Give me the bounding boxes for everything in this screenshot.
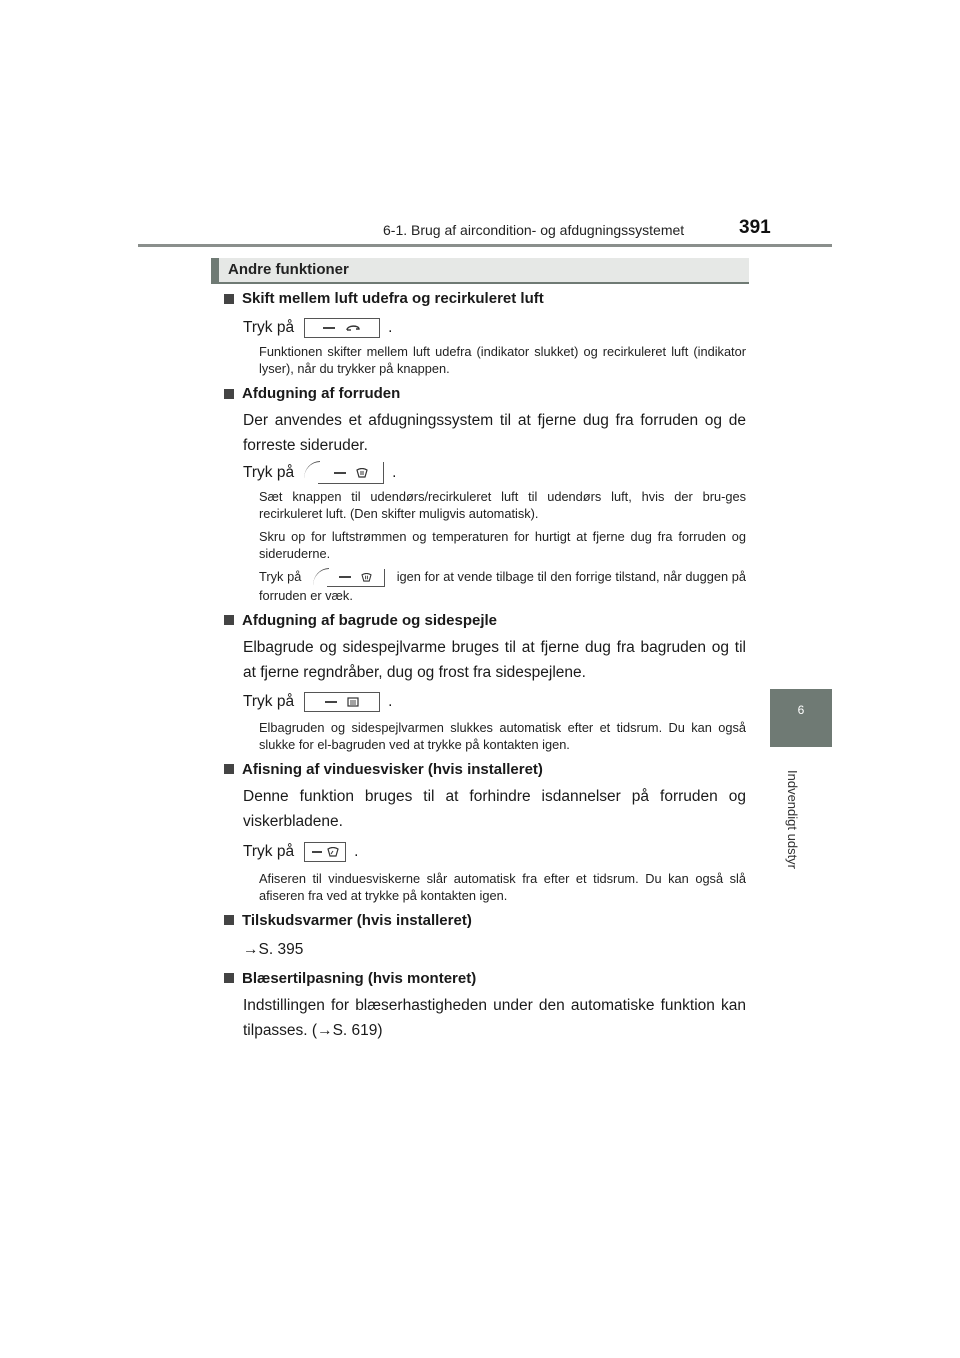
item-title: Afisning af vinduesvisker (hvis installeret) (224, 761, 746, 778)
square-bullet-icon (224, 615, 234, 625)
body-text: Der anvendes et afdugningssystem til at fjerne dug fra forruden og de forreste sideruder. (243, 412, 746, 454)
rear-defogger-icon (347, 697, 359, 707)
section-header (211, 258, 749, 284)
tryk-line: Tryk på . (243, 458, 746, 488)
page-reference[interactable]: →S. 395 (243, 940, 304, 958)
item-title: Blæsertilpasning (hvis monteret) (224, 970, 746, 987)
indicator-dash-icon (334, 472, 346, 474)
chapter-tab (770, 689, 832, 747)
header-rule (138, 244, 832, 247)
content (224, 290, 746, 1043)
square-bullet-icon (224, 915, 234, 925)
square-bullet-icon (224, 294, 234, 304)
square-bullet-icon (224, 764, 234, 774)
note-text: Skru op for luftstrømmen og temperaturen for hurtigt at fjerne dug fra forruden og sideruderne. (259, 529, 746, 561)
note-text: Sæt knappen til udendørs/recirkuleret luft til udendørs luft, hvis der bru-ges recirkuleret luft. (Den skifter muligvis automatisk). (259, 489, 746, 521)
chapter-tab-label: Indvendigt udstyr (785, 770, 800, 870)
rear-defogger-button[interactable] (304, 692, 380, 712)
header-chapter: 6-1. Brug af aircondition- og afdugningssystemet (383, 222, 685, 238)
chapter-tab-number: 6 (797, 703, 805, 717)
body-text: Elbagrude og sidespejlvarme bruges til at fjerne dug fra bagruden og til at fjerne regndråber, dug og frost fra sidespejlene. (243, 638, 746, 681)
wiper-deicer-icon (327, 847, 339, 857)
front-defogger-icon (356, 468, 368, 478)
tryk-line: Tryk på . (243, 692, 393, 710)
square-bullet-icon (224, 389, 234, 399)
front-defogger-button[interactable] (327, 569, 385, 587)
item-title: Afdugning af forruden (224, 385, 746, 402)
note-text: Elbagruden og sidespejlvarmen slukkes automatisk efter et tidsrum. Du kan også slukke for el-bagruden ved at trykke på kontakten igen. (259, 719, 746, 752)
indicator-dash-icon (339, 576, 351, 578)
item-title: Afdugning af bagrude og sidespejle (224, 612, 746, 629)
wiper-deicer-button[interactable] (304, 842, 346, 862)
item-title: Tilskudsvarmer (hvis installeret) (224, 912, 746, 929)
front-defogger-button[interactable] (318, 462, 384, 484)
section-title: Andre funktioner (228, 261, 349, 278)
note-text: Tryk på igen for at vende tilbage til den forrige tilstand, når duggen på forruden er væk. (259, 569, 746, 603)
tryk-line: Tryk på . (243, 842, 359, 860)
recirculation-icon (345, 323, 361, 333)
indicator-dash-icon (323, 327, 335, 329)
front-defogger-icon (361, 573, 372, 582)
square-bullet-icon (224, 973, 234, 983)
indicator-dash-icon (325, 701, 337, 703)
recirculation-button[interactable] (304, 318, 380, 338)
indicator-dash-icon (312, 851, 322, 853)
body-text: Denne funktion bruges til at forhindre isdannelser på forruden og viskerbladene. (243, 787, 746, 830)
page-number: 391 (739, 217, 771, 238)
item-title: Skift mellem luft udefra og recirkuleret luft (224, 290, 746, 307)
body-text: Indstillingen for blæserhastigheden under den automatiske funktion kan tilpasses. (→S. 619) (243, 996, 746, 1039)
note-text: Afiseren til vinduesviskerne slår automatisk fra efter et tidsrum. Du kan også slå afiseren fra ved at trykke på kontakten igen. (259, 870, 746, 903)
tryk-line: Tryk på . (243, 319, 393, 336)
note-text: Funktionen skifter mellem luft udefra (indikator slukket) og recirkuleret luft (indikator lyser), når du trykker på knappen. (259, 344, 746, 376)
